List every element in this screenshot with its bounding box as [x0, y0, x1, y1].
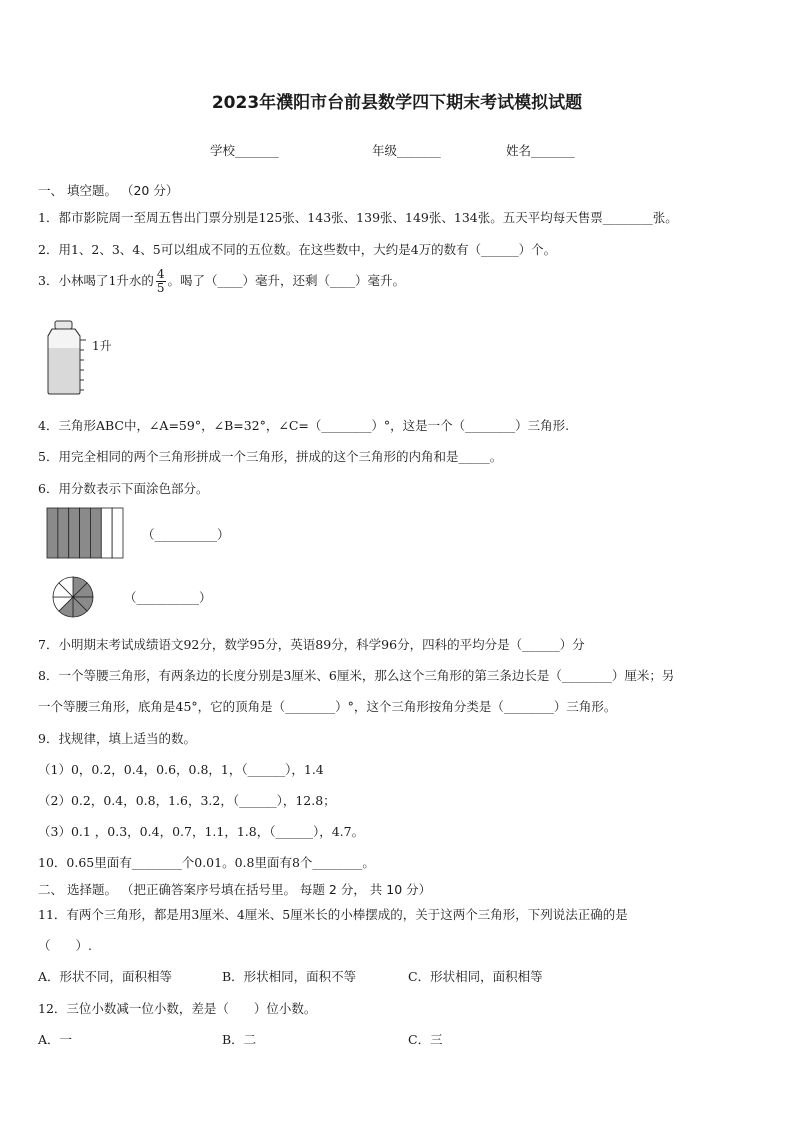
fraction-denominator: 5 — [156, 281, 165, 295]
school-field[interactable]: 学校_______ — [210, 143, 279, 158]
question-8-line-1: 8．一个等腰三角形，有两条边的长度分别是3厘米、6厘米，那么这个三角形的第三条边长是（________）厘米；另 — [38, 668, 675, 683]
question-3-prefix: 3．小林喝了1升水的 — [38, 273, 154, 288]
question-10: 10．0.65里面有________个0.01。0.8里面有8个________。 — [38, 855, 375, 870]
q6-answer-blank-b[interactable]: （__________） — [124, 590, 212, 605]
question-3-suffix: 。喝了（____）毫升，还剩（____）毫升。 — [167, 273, 406, 288]
question-1: 1．都市影院周一至周五售出门票分别是125张、143张、139张、149张、134张。五天平均每天售票________张。 — [38, 210, 678, 225]
question-11: 11．有两个三角形，都是用3厘米、4厘米、5厘米长的小棒摆成的，关于这两个三角形，下列说法正确的是 — [38, 907, 628, 922]
shaded-circle-figure — [51, 575, 95, 619]
bottle-label: 1升 — [92, 339, 112, 353]
fraction-numerator: 4 — [156, 267, 165, 281]
q11-option-a[interactable]: A．形状不同，面积相等 — [38, 969, 173, 984]
question-6: 6．用分数表示下面涂色部分。 — [38, 481, 209, 496]
rect-part — [101, 508, 112, 558]
q12-option-c[interactable]: C．三 — [408, 1032, 443, 1047]
question-11-paren: （ ）. — [38, 938, 92, 953]
question-2: 2．用1、2、3、4、5可以组成不同的五位数。在这些数中，大约是4万的数有（______）个。 — [38, 242, 557, 257]
question-8-line-2: 一个等腰三角形，底角是45°，它的顶角是（________）°，这个三角形按角分类是（________）三角形。 — [38, 699, 617, 714]
q11-option-b[interactable]: B．形状相同，面积不等 — [222, 969, 357, 984]
rect-part-shaded — [90, 508, 101, 558]
question-5: 5．用完全相同的两个三角形拼成一个三角形，拼成的这个三角形的内角和是_____。 — [38, 449, 503, 464]
rect-part-shaded — [58, 508, 69, 558]
grade-field[interactable]: 年级_______ — [372, 143, 441, 158]
question-7: 7．小明期末考试成绩语文92分，数学95分，英语89分，科学96分，四科的平均分是（______）分 — [38, 637, 585, 652]
rect-part-shaded — [69, 508, 80, 558]
page-title: 2023年濮阳市台前县数学四下期末考试模拟试题 — [211, 93, 583, 113]
q12-option-b[interactable]: B．二 — [222, 1032, 257, 1047]
question-9: 9．找规律，填上适当的数。 — [38, 731, 196, 746]
section1-heading: 一、 填空题。 （20 分） — [38, 183, 179, 198]
rect-part-shaded — [47, 508, 58, 558]
fraction-four-fifths — [156, 268, 166, 295]
question-9-part-3: （3）0.1 ，0.3，0.4，0.7，1.1，1.8，（______），4.7。 — [38, 824, 365, 839]
question-12: 12．三位小数减一位小数，差是（ ）位小数。 — [38, 1001, 317, 1016]
question-9-part-1: （1）0，0.2，0.4，0.6，0.8，1，（______），1.4 — [38, 762, 324, 777]
shaded-rectangle-figure — [46, 507, 124, 559]
section2-heading: 二、 选择题。 （把正确答案序号填在括号里。 每题 2 分， 共 10 分） — [38, 882, 432, 897]
q6-answer-blank-a[interactable]: （__________） — [142, 527, 230, 542]
question-3 — [38, 268, 405, 295]
question-9-part-2: （2）0.2，0.4，0.8，1.6，3.2，（______），12.8； — [38, 793, 336, 808]
q11-option-c[interactable]: C．形状相同，面积相等 — [408, 969, 543, 984]
rect-part-shaded — [80, 508, 91, 558]
q12-option-a[interactable]: A．一 — [38, 1032, 73, 1047]
rect-part — [112, 508, 123, 558]
name-field[interactable]: 姓名_______ — [506, 143, 575, 158]
question-4: 4．三角形ABC中，∠A=59°，∠B=32°，∠C=（________）°，这是一个（________）三角形. — [38, 418, 570, 433]
water-bottle-figure — [40, 318, 140, 398]
